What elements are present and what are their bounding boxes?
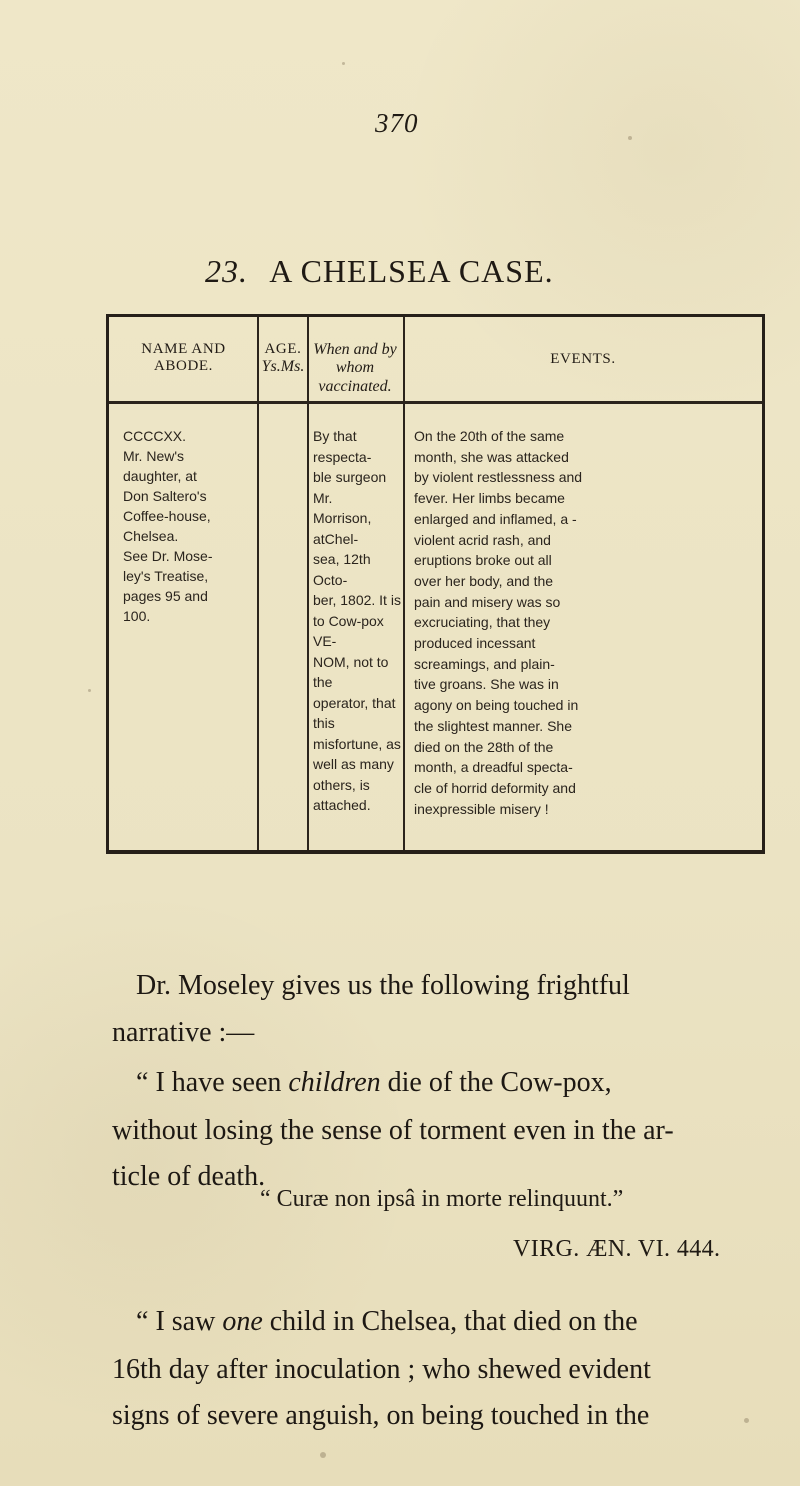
second-quote-end: child in Chelsea, that died on the: [262, 1306, 638, 1337]
vaccinated-header-line2: vaccinated.: [318, 377, 392, 395]
latin-quotation: [260, 1186, 623, 1213]
age-header: [260, 341, 306, 377]
vaccinated-header: [311, 341, 399, 396]
paper-speck: [320, 1452, 326, 1458]
header-divider: [109, 401, 762, 404]
body-line: ticle of death.: [112, 1161, 266, 1192]
events-header: [407, 351, 759, 368]
vaccinated-header-line1: When and by whom: [313, 341, 397, 377]
paper-speck: [744, 1418, 749, 1423]
body-line: narrative :—: [112, 1017, 255, 1048]
section-title: [205, 253, 554, 290]
events-header-text: EVENTS.: [550, 351, 616, 367]
name-abode-header: [121, 341, 246, 376]
quote-text-start: I have seen: [155, 1067, 289, 1098]
opening-quote-mark: “: [136, 1067, 156, 1098]
paper-speck: [628, 136, 632, 140]
body-line: signs of severe anguish, on being touched in the: [112, 1400, 650, 1431]
opening-quote-mark: “: [260, 1186, 277, 1212]
paper-speck: [88, 689, 91, 692]
name-abode-header-line2: ABODE.: [153, 358, 213, 375]
column-divider: [307, 317, 309, 850]
second-quote-start: I saw: [155, 1306, 223, 1337]
citation: VIRG. ÆN. VI. 444.: [513, 1236, 721, 1262]
opening-quote-mark: “: [136, 1306, 156, 1337]
age-header-line2: Ys.Ms.: [261, 358, 305, 376]
second-quote-emphasis: one: [222, 1306, 263, 1337]
age-header-line1: AGE.: [264, 341, 302, 357]
page-number: 370: [375, 108, 419, 138]
name-abode-cell: CCCCXX. Mr. New's daughter, at Don Saltero's Coffee-house, Chelsea. See Dr. Mose- ley's Treatise, pages 95 and 100.: [123, 428, 213, 624]
second-quote-line: [136, 1299, 638, 1345]
column-divider: [257, 317, 259, 850]
section-title-text: A CHELSEA CASE.: [269, 253, 554, 289]
vaccinated-cell: By that respecta- ble surgeon Mr. Morrison, atChel- sea, 12th Octo- ber, 1802. It is to Cow-pox VE- NOM, not to the operator, that this misfortune, as well as many others, is attached.: [313, 428, 401, 813]
name-abode-header-line1: NAME AND: [141, 341, 226, 357]
section-number: 23.: [205, 253, 248, 289]
events-cell: On the 20th of the same month, she was attacked by violent restlessness and fever. Her limbs became enlarged and inflamed, a - violent acrid rash, and eruptions broke out all over her body, and the pain and misery was so excruciating, that they produced incessant screamings, and plain- tive groans. She was in agony on being touched in the slightest manner. She died on the 28th of the month, a dreadful specta- cle of horrid deformity and inexpressible misery !: [414, 428, 583, 817]
case-table: [106, 314, 765, 854]
quote-line: [136, 1060, 612, 1106]
paper-speck: [342, 62, 345, 65]
latin-quote-text: Curæ non ipsâ in morte relinquunt.”: [276, 1186, 624, 1212]
quote-text-end: die of the Cow-pox,: [380, 1067, 612, 1098]
body-line: 16th day after inoculation ; who shewed evident: [112, 1354, 651, 1385]
quote-emphasis: children: [288, 1067, 381, 1098]
body-line: without losing the sense of torment even in the ar-: [112, 1115, 674, 1146]
body-line: Dr. Moseley gives us the following frightful: [136, 970, 630, 1001]
